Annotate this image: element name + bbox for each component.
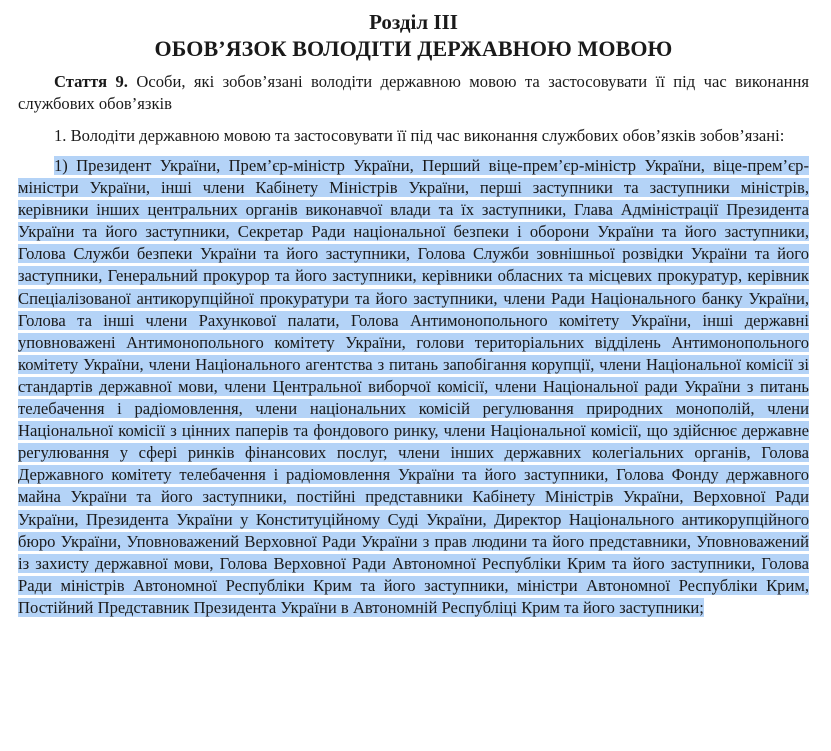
subpoint-1[interactable] bbox=[18, 155, 809, 619]
section-title: ОБОВ’ЯЗОК ВОЛОДІТИ ДЕРЖАВНОЮ МОВОЮ bbox=[154, 36, 673, 61]
selected-text[interactable]: 1) Президент України, Прем’єр-міністр України, Перший віце-прем’єр-міністр України, віце-прем’єр-міністри України, інші члени Кабінету Міністрів України, перші заступники та заступники міністрів, керівники інших центральних органів виконавчої влади та їх заступники, Глава Адміністрації Президента України та його заступники, Секретар Ради національної безпеки і оборони України та його заступники, Голова Служби безпеки України та його заступники, Голова Служби зовнішньої розвідки України та його заступники, Генеральний прокурор та його заступники, керівники обласних та місцевих прокуратур, керівник Спеціалізованої антикорупційної прокуратури та його заступники, члени Ради Національного банку України, Голова та інші члени Рахункової палати, Голова Антимонопольного комітету України, інші державні уповноважені Антимонопольного комітету України, голови територіальних відділень Антимонопольного комітету України, члени Національного агентства з питань запобігання корупції, члени Національної комісії зі стандартів державної мови, члени Центральної виборчої комісії, члени Національної ради України з питань телебачення і радіомовлення, члени національних комісій регулювання природних монополій, члени Національної комісії з цінних паперів та фондового ринку, члени Національної комісії, що здійснює державне регулювання у сфері ринків фінансових послуг, члени інших державних колегіальних органів, Голова Державного комітету телебачення і радіомовлення України та його заступники, Голова Фонду державного майна України та його заступники, постійні представники Кабінету Міністрів України, Верховної Ради України, Президента України у Конституційному Суді України, Директор Національного антикорупційного бюро України, Уповноважений Верховної Ради України з прав людини та його представники, Уповноважений із захисту державної мови, Голова Верховної Ради Автономної Республіки Крим та його заступники, Голова Ради міністрів Автономної Республіки Крим та його заступники, міністри Автономної Республіки Крим, Постійний Представник Президента України в Автономній Республіці Крим та його заступники; bbox=[18, 156, 809, 617]
article-text: Особи, які зобов’язані володіти державною мовою та застосовувати її під час виконання службових обов’язків bbox=[18, 72, 809, 113]
point-1: 1. Володіти державною мовою та застосовувати її під час виконання службових обов’язків зобов’язані: bbox=[54, 126, 785, 145]
article-heading bbox=[18, 71, 809, 115]
section-number: Розділ III bbox=[369, 10, 458, 34]
article-label: Стаття 9. bbox=[54, 72, 128, 91]
